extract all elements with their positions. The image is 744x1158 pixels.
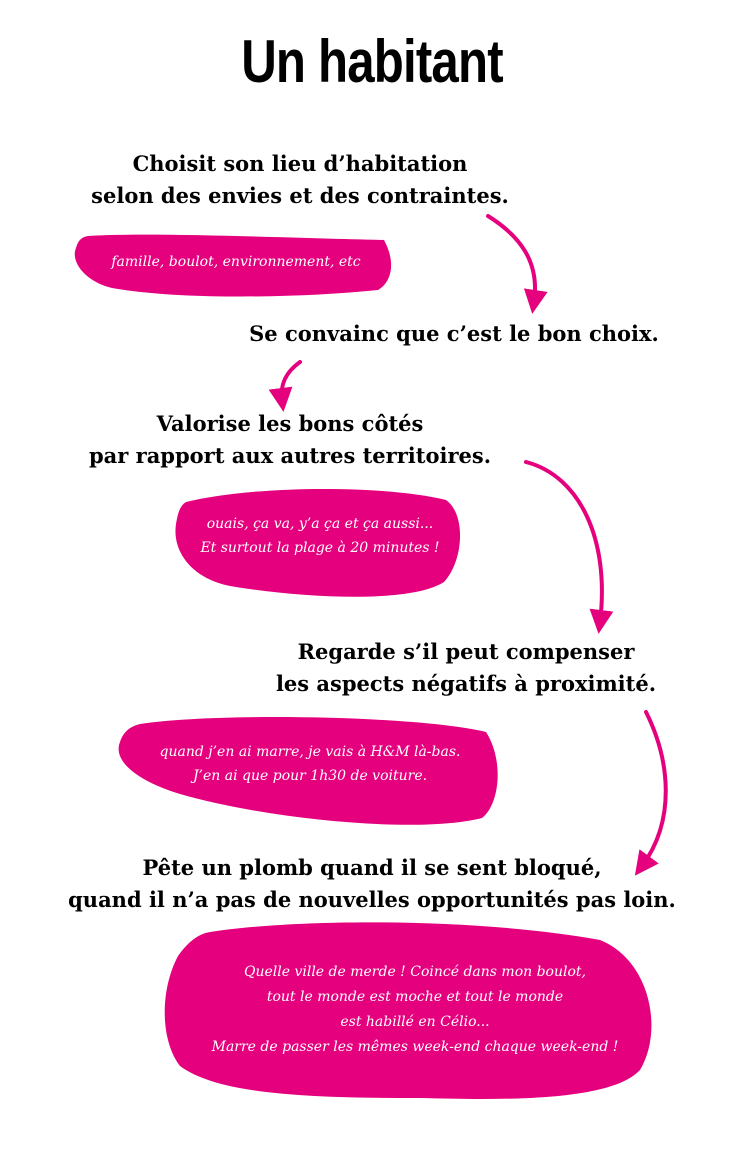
- arrow-4: [642, 712, 666, 866]
- bubble-4-line-4: Marre de passer les mêmes week-end chaque week-end !: [211, 1039, 619, 1055]
- bubble-3: [130, 740, 490, 788]
- step-3-line-2: par rapport aux autres territoires.: [88, 443, 492, 468]
- arrow-3: [526, 462, 602, 622]
- arrow-1: [488, 216, 535, 302]
- bubble-1-line-1: famille, boulot, environnement, etc: [111, 254, 361, 270]
- step-1: [70, 148, 530, 212]
- bubble-4-line-2: tout le monde est moche et tout le monde: [266, 989, 564, 1005]
- bubble-4-line-1: Quelle ville de merde ! Coincé dans mon boulot,: [243, 964, 586, 980]
- bubble-2: [180, 512, 460, 560]
- bubble-2-line-1: ouais, ça va, y’a ça et ça aussi...: [206, 516, 434, 532]
- step-5-line-2: quand il n’a pas de nouvelles opportunités pas loin.: [68, 887, 676, 912]
- bubble-4: [180, 960, 650, 1060]
- step-4-line-1: Regarde s’il peut compenser: [297, 639, 635, 664]
- bubble-1: [86, 250, 386, 274]
- page-title: Un habitant: [241, 28, 503, 95]
- step-4: [236, 636, 696, 700]
- step-1-line-2: selon des envies et des contraintes.: [91, 183, 509, 208]
- bubble-2-line-2: Et surtout la plage à 20 minutes !: [200, 540, 440, 556]
- step-5-line-1: Pête un plomb quand il se sent bloqué,: [142, 855, 602, 880]
- bubble-3-line-2: J’en ai que pour 1h30 de voiture.: [192, 768, 428, 784]
- step-2: [224, 318, 684, 350]
- bubble-3-line-1: quand j’en ai marre, je vais à H&M là-bas.: [159, 744, 461, 760]
- bubble-4-line-3: est habillé en Célio...: [340, 1014, 490, 1030]
- step-4-line-2: les aspects négatifs à proximité.: [275, 671, 657, 696]
- step-2-line-1: Se convainc que c’est le bon choix.: [249, 321, 659, 346]
- step-3: [60, 408, 520, 472]
- step-1-line-1: Choisit son lieu d’habitation: [132, 151, 468, 176]
- step-5: [22, 852, 722, 916]
- arrow-2: [282, 362, 300, 400]
- step-3-line-1: Valorise les bons côtés: [156, 411, 424, 436]
